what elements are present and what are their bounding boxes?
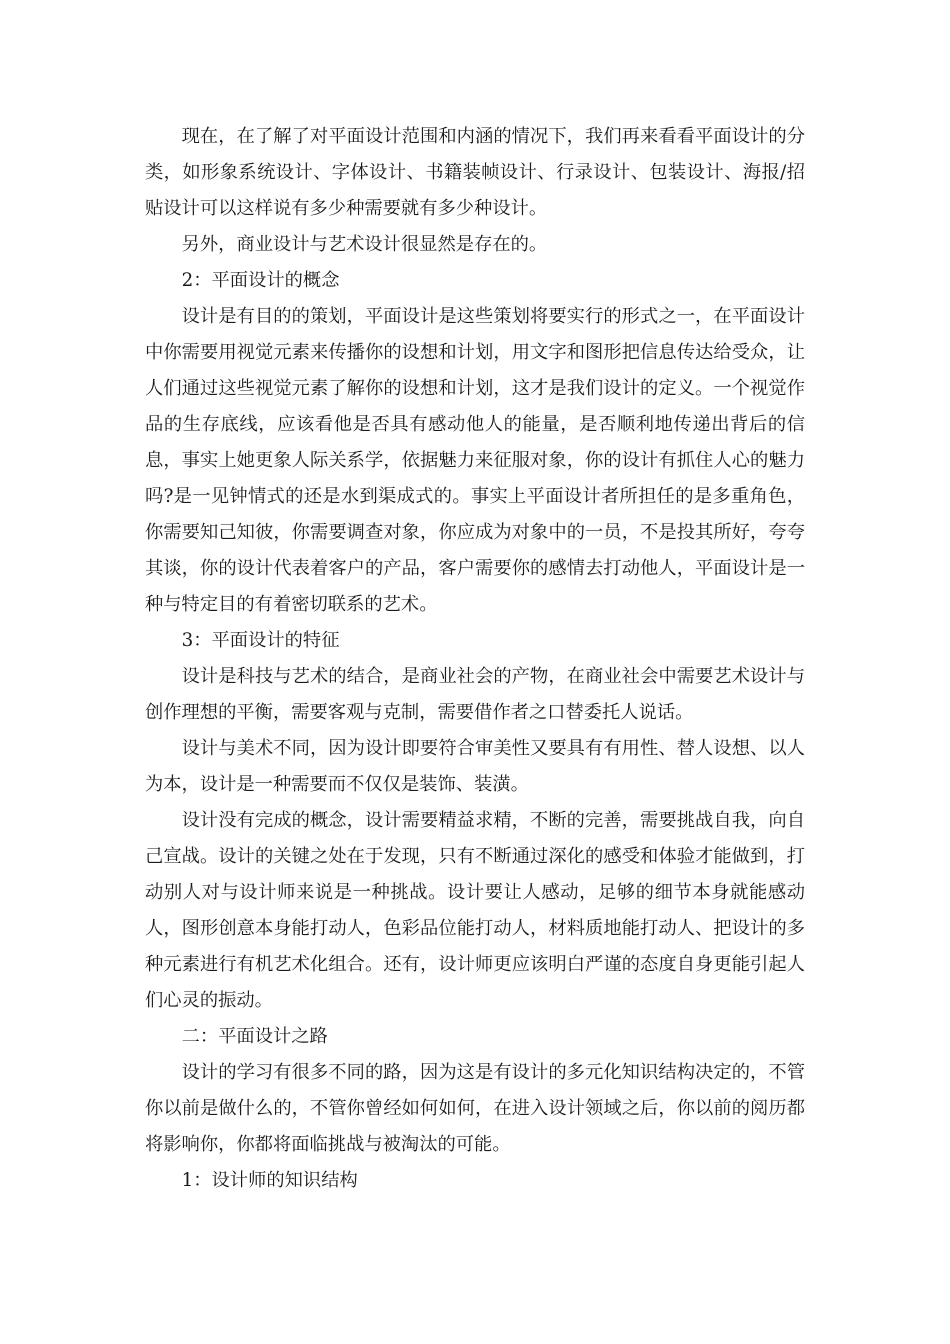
document-body <box>145 119 805 1199</box>
paragraph-classification: 现在，在了解了对平面设计范围和内涵的情况下，我们再来看看平面设计的分类，如形象系统设计、字体设计、书籍装帧设计、行录设计、包装设计、海报/招贴设计可以这样说有多少种需要就有多少种设计。 <box>145 126 805 219</box>
section-heading-concept: 2：平面设计的概念 <box>181 270 340 291</box>
paragraph-commercial-art: 另外，商业设计与艺术设计很显然是存在的。 <box>181 234 548 255</box>
paragraph-concept: 设计是有目的的策划，平面设计是这些策划将要实行的形式之一，在平面设计中你需要用视觉元素来传播你的设想和计划，用文字和图形把信息传达给受众，让人们通过这些视觉元素了解你的设想和计划，这才是我们设计的定义。一个视觉作品的生存底线，应该看他是否具有感动他人的能量，是否顺利地传递出背后的信息，事实上她更象人际关系学，依据魅力来征服对象，你的设计有抓住人心的魅力吗?是一见钟情式的还是水到渠成式的。事实上平面设计者所担任的是多重角色，你需要知己知彼，你需要调查对象，你应成为对象中的一员，不是投其所好，夸夸其谈，你的设计代表着客户的产品，客户需要你的感情去打动他人，平面设计是一种与特定目的有着密切联系的艺术。 <box>145 306 805 615</box>
paragraph-features-3: 设计没有完成的概念，设计需要精益求精，不断的完善，需要挑战自我，向自己宣战。设计的关键之处在于发现，只有不断通过深化的感受和体验才能做到，打动别人对与设计师来说是一种挑战。设计要让人感动，足够的细节本身就能感动人，图形创意本身能打动人，色彩品位能打动人，材料质地能打动人、把设计的多种元素进行有机艺术化组合。还有，设计师更应该明白严谨的态度自身更能引起人们心灵的振动。 <box>145 810 805 1011</box>
paragraph-design-path: 设计的学习有很多不同的路，因为这是有设计的多元化知识结构决定的，不管你以前是做什么的，不管你曾经如何如何，在进入设计领域之后，你以前的阅历都将影响你，你都将面临挑战与被淘汰的可能。 <box>145 1062 805 1155</box>
section-heading-features: 3：平面设计的特征 <box>181 630 340 651</box>
section-heading-design-path: 二：平面设计之路 <box>181 1026 328 1047</box>
paragraph-features-1: 设计是科技与艺术的结合，是商业社会的产物，在商业社会中需要艺术设计与创作理想的平衡，需要客观与克制，需要借作者之口替委托人说话。 <box>145 666 805 723</box>
section-heading-knowledge-structure: 1：设计师的知识结构 <box>181 1170 358 1191</box>
paragraph-features-2: 设计与美术不同，因为设计即要符合审美性又要具有有用性、替人设想、以人为本，设计是一种需要而不仅仅是装饰、装潢。 <box>145 738 805 795</box>
